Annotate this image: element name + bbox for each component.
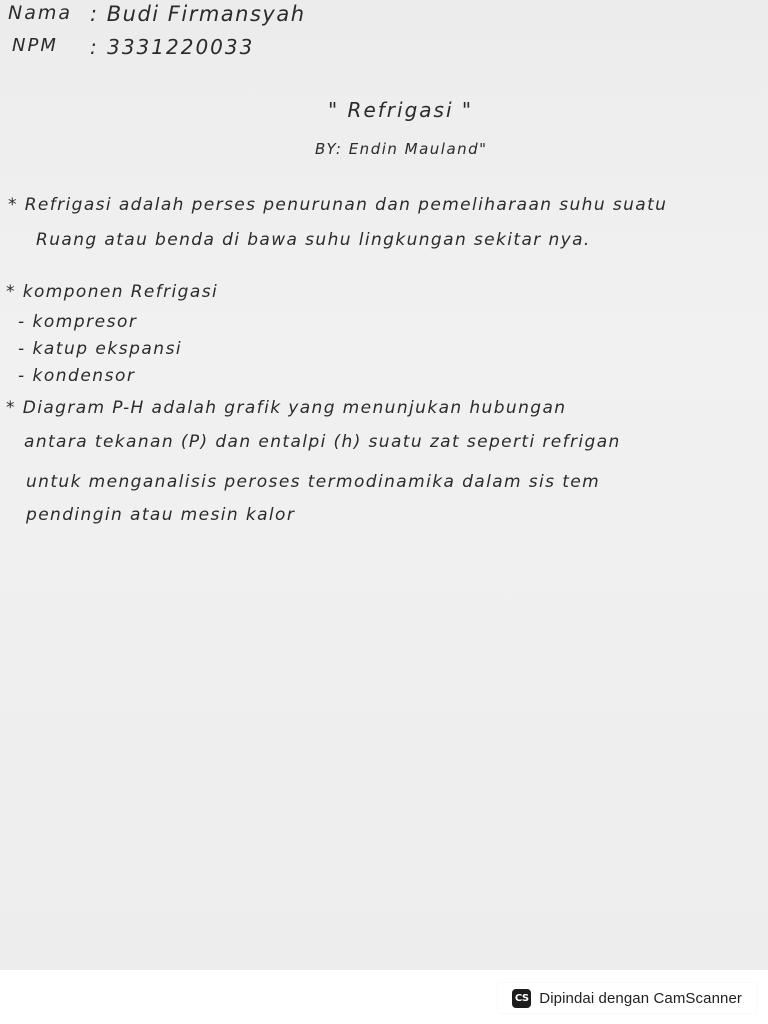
name-label: Nama (8, 2, 73, 24)
diagram-line-3: untuk menganalisis peroses termodinamika dalam sis tem (26, 472, 601, 492)
component-item: - kondensor (18, 366, 136, 386)
definition-line-1: * Refrigasi adalah perses penurunan dan pemeliharaan suhu suatu (8, 195, 668, 215)
npm-value: : 3331220033 (90, 35, 255, 59)
diagram-line-1: * Diagram P-H adalah grafik yang menunjukan hubungan (6, 398, 567, 418)
npm-label: NPM (12, 35, 58, 56)
name-value: : Budi Firmansyah (90, 2, 306, 26)
component-item: - kompresor (18, 312, 138, 332)
component-item: - katup ekspansi (18, 339, 183, 359)
components-heading: * komponen Refrigasi (6, 282, 219, 302)
diagram-line-2: antara tekanan (P) dan entalpi (h) suatu zat seperti refrigan (24, 432, 621, 452)
page-title: " Refrigasi " (328, 98, 474, 122)
scanner-watermark (498, 983, 756, 1013)
watermark-text: Dipindai dengan CamScanner (539, 989, 742, 1007)
camscanner-icon: CS (512, 989, 531, 1008)
byline: BY: Endin Mauland" (315, 140, 488, 158)
diagram-line-4: pendingin atau mesin kalor (26, 505, 296, 525)
definition-line-2: Ruang atau benda di bawa suhu lingkungan sekitar nya. (36, 230, 591, 250)
